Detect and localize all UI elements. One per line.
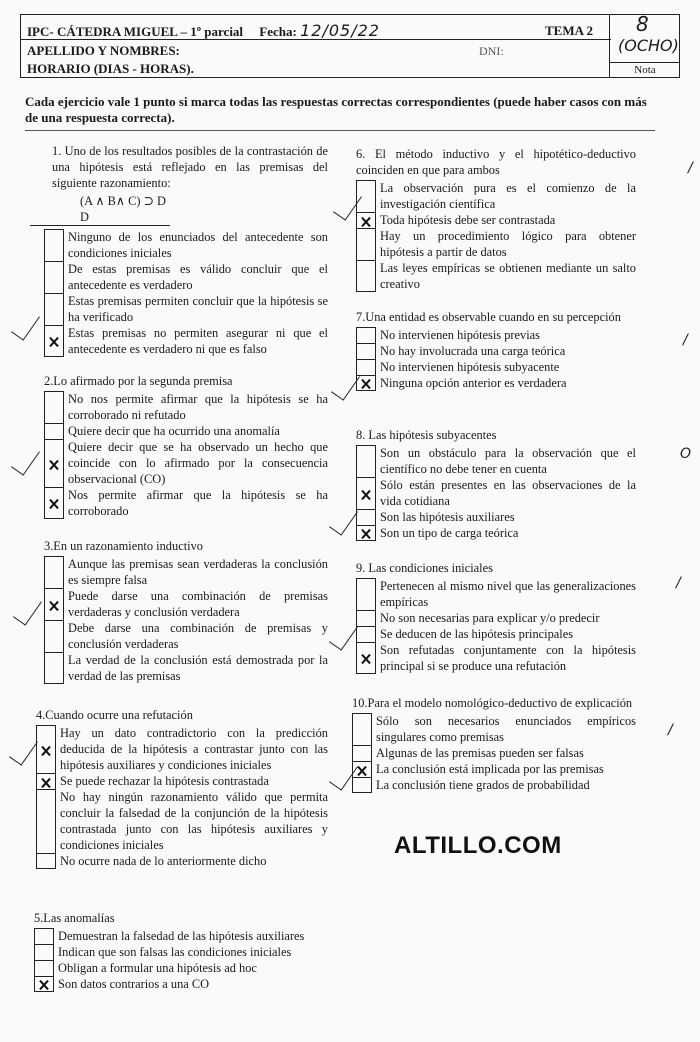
fecha-value: 12/05/22 (300, 21, 380, 40)
catedra-title: IPC- CÁTEDRA MIGUEL – 1º parcial (27, 24, 244, 39)
option[interactable] (356, 525, 636, 541)
checkbox-checked[interactable] (356, 477, 376, 509)
checkbox[interactable] (352, 745, 372, 761)
question-10 (352, 695, 636, 793)
checkbox[interactable] (356, 228, 376, 260)
dni-label: DNI: (479, 44, 504, 58)
option[interactable] (356, 610, 636, 626)
instructions: Cada ejercicio vale 1 punto si marca todas las respuestas correctas correspondientes (puede haber casos con más de una respuesta correcta). (25, 94, 647, 125)
checkbox[interactable] (44, 229, 64, 261)
option[interactable] (352, 761, 636, 777)
option[interactable] (34, 960, 328, 976)
question-7-options (356, 327, 636, 391)
option[interactable] (356, 375, 636, 391)
option[interactable] (356, 228, 636, 260)
checkbox[interactable] (356, 445, 376, 477)
margin-mark: / (683, 332, 688, 348)
option-text: Se deducen de las hipótesis principales (380, 627, 574, 641)
option-text: Son un obstáculo para la observación que el científico no debe tener en cuenta (380, 446, 636, 476)
option-text: Pertenecen al mismo nivel que las generalizaciones empíricas (380, 579, 636, 609)
option-text: La conclusión está implicada por las premisas (376, 762, 604, 776)
question-9 (356, 560, 636, 674)
option-text: La verdad de la conclusión está demostrada por la verdad de las premisas (68, 653, 328, 683)
checkbox[interactable] (44, 652, 64, 684)
tick-icon (329, 618, 358, 650)
question-8-options (356, 445, 636, 541)
tema-label: TEMA 2 (545, 23, 594, 38)
option-text: Puede darse una combinación de premisas verdaderas y conclusión verdadera (68, 589, 328, 619)
apellido-label: APELLIDO Y NOMBRES: (27, 43, 180, 58)
checkbox[interactable] (36, 789, 56, 853)
option-text: Demuestran la falsedad de las hipótesis auxiliares (58, 929, 305, 943)
question-1-formula: (A ∧ B∧ C) ⊃ D (80, 194, 167, 208)
option-text: La observación pura es el comienzo de la investigación científica (380, 181, 636, 211)
option[interactable] (34, 928, 328, 944)
option-text: De estas premisas es válido concluir que el antecedente es verdadero (68, 262, 328, 292)
option-text: Se puede rechazar la hipótesis contrastada (60, 774, 269, 788)
option-text: No nos permite afirmar que la hipótesis se ha corroborado ni refutado (68, 392, 328, 422)
option-text: Estas premisas no permiten asegurar ni que el antecedente es verdadero ni que es falso (68, 326, 328, 356)
option-text: Las leyes empíricas se obtienen mediante un salto creativo (380, 261, 636, 291)
instructions-rule (25, 130, 655, 131)
option[interactable] (356, 477, 636, 509)
option[interactable] (36, 853, 328, 869)
option[interactable] (356, 260, 636, 292)
option[interactable] (34, 976, 328, 992)
option[interactable] (356, 343, 636, 359)
question-9-title: 9. Las condiciones iniciales (356, 561, 493, 575)
question-10-title: 10.Para el modelo nomológico-deductivo de explicación (352, 696, 633, 710)
option[interactable] (36, 773, 328, 789)
question-6-title: 6. El método inductivo y el hipotético-deductivo coinciden en que para ambos (356, 147, 636, 177)
option-text: Ninguno de los enunciados del antecedente son condiciones iniciales (68, 230, 328, 260)
option-text: Hay un dato contradictorio con la predicción deducida de la hipótesis a contrastar junto con las hipótesis auxiliares y condiciones iniciales (60, 726, 328, 772)
checkbox-checked[interactable] (44, 588, 64, 620)
tick-icon (13, 593, 42, 625)
option-text: Son un tipo de carga teórica (380, 526, 519, 540)
question-10-options (352, 713, 636, 793)
option[interactable] (36, 789, 328, 853)
option-text: No hay ningún razonamiento válido que permita concluir la falsedad de la conjunción de la hipótesis contrastada junto con las hipótesis auxiliares y condiciones iniciales (60, 790, 328, 852)
question-1-options (44, 229, 328, 357)
question-8-title: 8. Las hipótesis subyacentes (356, 428, 497, 442)
checkbox[interactable] (34, 944, 54, 960)
question-5-options (34, 928, 328, 992)
option[interactable] (356, 626, 636, 642)
tick-icon (11, 443, 40, 475)
question-6 (356, 146, 636, 292)
question-7 (356, 309, 636, 391)
option[interactable] (44, 652, 328, 684)
margin-mark: / (668, 722, 673, 738)
option-text: No intervienen hipótesis previas (380, 328, 541, 342)
option-text: Estas premisas permiten concluir que la hipótesis se ha verificado (68, 294, 328, 324)
option[interactable] (44, 588, 328, 620)
checkbox[interactable] (36, 853, 56, 869)
option[interactable] (44, 439, 328, 487)
checkbox-checked[interactable] (44, 439, 64, 487)
checkbox[interactable] (44, 391, 64, 423)
option[interactable] (356, 578, 636, 610)
option-text: La conclusión tiene grados de probabilidad (376, 778, 590, 792)
option[interactable] (44, 620, 328, 652)
question-4 (36, 707, 328, 869)
checkbox-checked[interactable] (356, 212, 376, 228)
fecha-label: Fecha: (259, 24, 297, 39)
margin-mark: / (676, 575, 681, 591)
option-text: Aunque las premisas sean verdaderas la conclusión es siempre falsa (68, 557, 328, 587)
option[interactable] (356, 445, 636, 477)
option[interactable] (352, 745, 636, 761)
question-7-title: 7.Una entidad es observable cuando en su percepción (356, 310, 621, 324)
option[interactable] (44, 229, 328, 261)
altillo-logo: ALTILLO.COM (394, 832, 562, 859)
option-text: No intervienen hipótesis subyacente (380, 360, 560, 374)
checkbox-checked[interactable] (356, 642, 376, 674)
option-text: Hay un procedimiento lógico para obtener hipótesis a partir de datos (380, 229, 636, 259)
checkbox[interactable] (44, 556, 64, 588)
question-3-title: 3.En un razonamiento inductivo (44, 539, 203, 553)
question-3-options (44, 556, 328, 684)
option[interactable] (44, 423, 328, 439)
option[interactable] (352, 777, 636, 793)
grade-number: 8 (636, 12, 649, 36)
checkbox[interactable] (352, 713, 372, 745)
checkbox[interactable] (356, 359, 376, 375)
option-text: Quiere decir que se ha observado un hecho que coincide con lo afirmado por la consecuencia observacional (CO) (68, 440, 328, 486)
question-2-options (44, 391, 328, 519)
option[interactable] (352, 713, 636, 745)
question-2-title: 2.Lo afirmado por la segunda premisa (44, 374, 233, 388)
option-text: Sólo están presentes en las observaciones de la vida cotidiana (380, 478, 636, 508)
option[interactable] (356, 359, 636, 375)
checkbox[interactable] (356, 260, 376, 292)
checkbox[interactable] (356, 509, 376, 525)
question-8 (356, 427, 636, 541)
question-1-formula-conclusion: D (30, 209, 170, 226)
option-text: Sólo son necesarios enunciados empíricos singulares como premisas (376, 714, 636, 744)
checkbox-checked[interactable] (36, 725, 56, 773)
tick-icon (329, 503, 358, 535)
option-text: Ninguna opción anterior es verdadera (380, 376, 567, 390)
question-4-title: 4.Cuando ocurre una refutación (36, 708, 193, 722)
question-3 (44, 538, 328, 684)
question-5-title: 5.Las anomalías (34, 911, 115, 925)
header-divider (21, 39, 611, 40)
option-text: Son refutadas conjuntamente con la hipótesis principal si se produce una refutación (380, 643, 636, 673)
question-2 (44, 373, 328, 519)
question-1 (30, 143, 328, 357)
checkbox-checked[interactable] (356, 525, 376, 541)
option[interactable] (356, 180, 636, 212)
checkbox[interactable] (356, 578, 376, 610)
checkbox[interactable] (356, 343, 376, 359)
exam-header (20, 14, 680, 78)
checkbox-checked[interactable] (36, 773, 56, 789)
option-text: Son las hipótesis auxiliares (380, 510, 515, 524)
checkbox[interactable] (44, 293, 64, 325)
option[interactable] (356, 212, 636, 228)
horario-label: HORARIO (DIAS - HORAS). (27, 61, 194, 76)
tick-icon (9, 733, 38, 765)
option-text: Algunas de las premisas pueden ser falsas (376, 746, 584, 760)
option[interactable] (36, 725, 328, 773)
option[interactable] (44, 293, 328, 325)
option-text: Debe darse una combinación de premisas y conclusión verdaderas (68, 621, 328, 651)
question-1-title: 1. Uno de los resultados posibles de la contrastación de una hipótesis está reflejado en las premisas del siguiente razonamiento: (52, 144, 328, 190)
option-text: Nos permite afirmar que la hipótesis se ha corroborado (68, 488, 328, 518)
grade-word: (OCHO) (618, 36, 679, 55)
checkbox[interactable] (356, 626, 376, 642)
option-text: Toda hipótesis debe ser contrastada (380, 213, 556, 227)
option[interactable] (44, 261, 328, 293)
checkbox[interactable] (356, 327, 376, 343)
checkbox-checked[interactable] (44, 487, 64, 519)
checkbox[interactable] (34, 928, 54, 944)
checkbox[interactable] (34, 960, 54, 976)
option[interactable] (44, 556, 328, 588)
option[interactable] (356, 327, 636, 343)
option-text: No son necesarias para explicar y/o predecir (380, 611, 600, 625)
option-text: No ocurre nada de lo anteriormente dicho (60, 854, 267, 868)
nota-label: Nota (610, 62, 680, 76)
margin-mark: / (688, 160, 693, 176)
checkbox[interactable] (44, 261, 64, 293)
option[interactable] (356, 509, 636, 525)
option-text: Quiere decir que ha ocurrido una anomalía (68, 424, 280, 438)
option[interactable] (44, 487, 328, 519)
option[interactable] (44, 391, 328, 423)
option[interactable] (44, 325, 328, 357)
header-row-1 (27, 21, 380, 40)
option-text: Obligan a formular una hipótesis ad hoc (58, 961, 257, 975)
checkbox[interactable] (44, 423, 64, 439)
checkbox[interactable] (44, 620, 64, 652)
option-text: Son datos contrarios a una CO (58, 977, 210, 991)
option-text: No hay involucrada una carga teórica (380, 344, 566, 358)
question-5 (34, 910, 328, 992)
question-6-options (356, 180, 636, 292)
option-text: Indican que son falsas las condiciones iniciales (58, 945, 292, 959)
option[interactable] (34, 944, 328, 960)
checkbox[interactable] (356, 610, 376, 626)
option[interactable] (356, 642, 636, 674)
question-9-options (356, 578, 636, 674)
checkbox-checked[interactable] (34, 976, 54, 992)
checkbox[interactable] (352, 777, 372, 793)
question-4-options (36, 725, 328, 869)
margin-mark: O (680, 446, 692, 462)
checkbox-checked[interactable] (44, 325, 64, 357)
grade-box (609, 14, 680, 78)
